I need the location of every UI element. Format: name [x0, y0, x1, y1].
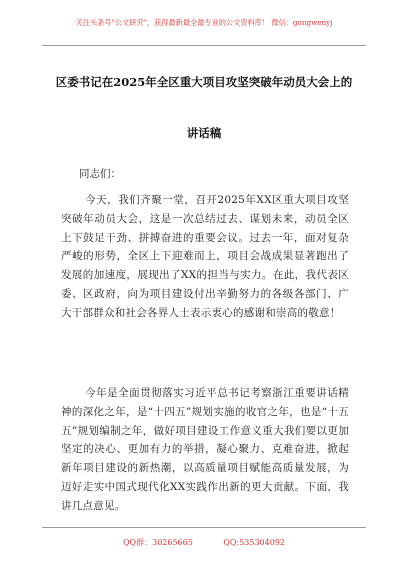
footer-qq-contact: QQ:535304092 — [223, 538, 285, 547]
footer-contact — [0, 537, 408, 548]
salutation: 同志们： — [79, 168, 121, 180]
body-paragraph: 今年是全面贯彻落实习近平总书记考察浙江重要讲话精神的深化之年，是“十四五”规划实施的收官之年，也是“十五五”规划编制之年，做好项目建设工作意义重大我们要以更加坚定的决心、更加有力的举措，凝心聚力、克难奋进，掀起新年项目建设的新热潮，以高质量项目赋能高质量发展，为迈好走实中国式现代化XX实践作出新的更大贡献。下面，我讲几点意见。 — [61, 387, 349, 512]
footer-qq-group: QQ群：30265665 — [122, 538, 193, 547]
body-paragraph: 今天，我们齐聚一堂，召开2025年XX区重大项目攻坚突破年动员大会，这是一次总结过去、谋划未来，动员全区上下鼓足干劲、拼搏奋进的重要会议。过去一年，面对复杂严峻的形势，全区上下迎难而上，项目会战成果显著跑出了发展的加速度，展现出了XX的担当与实力。在此，我代表区委、区政府，向为项目建设付出辛勤努力的各级各部门、广大干部群众和社会各界人士表示衷心的感谢和崇高的敬意！ — [61, 194, 349, 319]
footer-divider — [42, 527, 366, 528]
document-title: 区委书记在2025年全区重大项目攻坚突破年动员大会上的 — [55, 75, 353, 89]
header-divider — [42, 45, 366, 46]
document-title-continued: 讲话稿 — [186, 126, 222, 140]
header-banner: 关注头条号"公文研究"，获得最新最全最专业的公文资料库！ 微信：gongwenyj — [75, 18, 333, 27]
